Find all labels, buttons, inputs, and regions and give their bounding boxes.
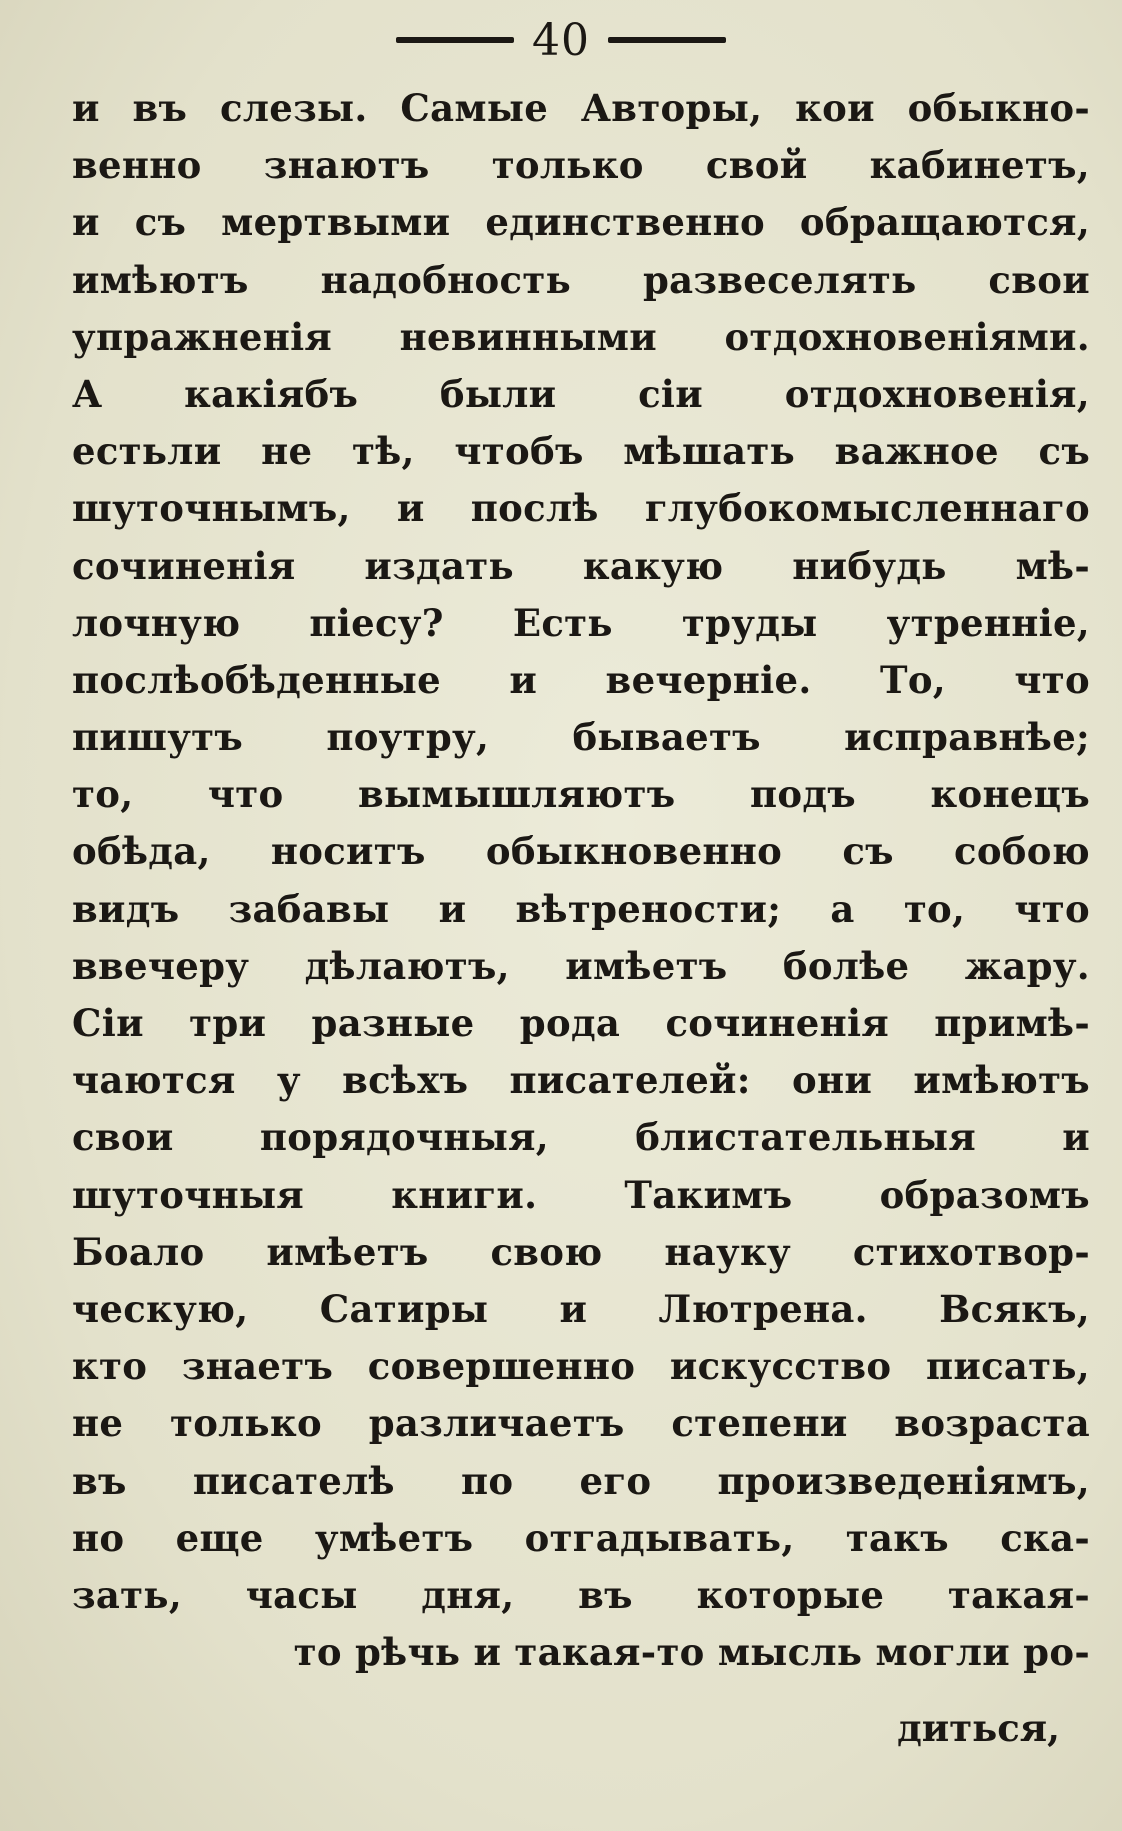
text-line: пишутъ поутру, бываетъ исправнѣе; (72, 715, 1090, 760)
text-line: то рѣчь и такая-то мысль могли ро- (293, 1630, 1090, 1675)
text-line: упражненія невинными отдохновеніями. (72, 314, 1090, 359)
left-rule (396, 37, 514, 43)
text-line: А какіябъ были сіи отдохновенія, (72, 371, 1090, 416)
body-text (72, 80, 1090, 1681)
text-line: въ писателѣ по его произведеніямъ, (72, 1458, 1090, 1503)
text-line: видъ забавы и вѣтрености; а то, что (72, 886, 1090, 931)
text-line: то, что вымышляютъ подъ конецъ (72, 772, 1090, 817)
text-line: но еще умѣетъ отгадывать, такъ ска- (72, 1515, 1090, 1560)
page-number: 40 (532, 14, 590, 66)
text-line: не только различаетъ степени возраста (72, 1401, 1090, 1446)
text-line: и съ мертвыми единственно обращаются, (72, 200, 1090, 245)
text-line: чаются у всѣхъ писателей: они имѣютъ (72, 1058, 1090, 1103)
right-rule (608, 37, 726, 43)
text-line: естьли не тѣ, чтобъ мѣшать важное съ (72, 429, 1090, 474)
text-line: свои порядочныя, блистательныя и (72, 1115, 1090, 1160)
text-line: и въ слезы. Самые Авторы, кои обыкно- (72, 86, 1090, 130)
text-line: кто знаетъ совершенно искусство писать, (72, 1344, 1090, 1389)
text-line: сочиненія издать какую нибудь мѣ- (72, 543, 1090, 588)
text-line: обѣда, носитъ обыкновенно съ собою (72, 829, 1090, 874)
text-line: шуточныя книги. Такимъ образомъ (72, 1172, 1090, 1217)
text-line: Боало имѣетъ свою науку стихотвор- (72, 1229, 1090, 1274)
text-line: венно знаютъ только свой кабинетъ, (72, 143, 1090, 188)
text-line: зать, часы дня, въ которые такая- (72, 1572, 1090, 1617)
text-line: имѣютъ надобность развеселять свои (72, 257, 1090, 302)
page-header (0, 8, 1122, 72)
text-line: послѣобѣденные и вечерніе. То, что (72, 657, 1090, 702)
text-line: лочную піесу? Есть труды утренніе, (72, 600, 1090, 645)
catchword: диться, (897, 1706, 1060, 1750)
text-line: ввечеру дѣлаютъ, имѣетъ болѣе жару. (72, 943, 1090, 988)
text-line: ческую, Сатиры и Лютрена. Всякъ, (72, 1286, 1090, 1331)
text-line: Сіи три разные рода сочиненія примѣ- (72, 1001, 1090, 1045)
text-line: шуточнымъ, и послѣ глубокомысленнаго (72, 486, 1090, 531)
